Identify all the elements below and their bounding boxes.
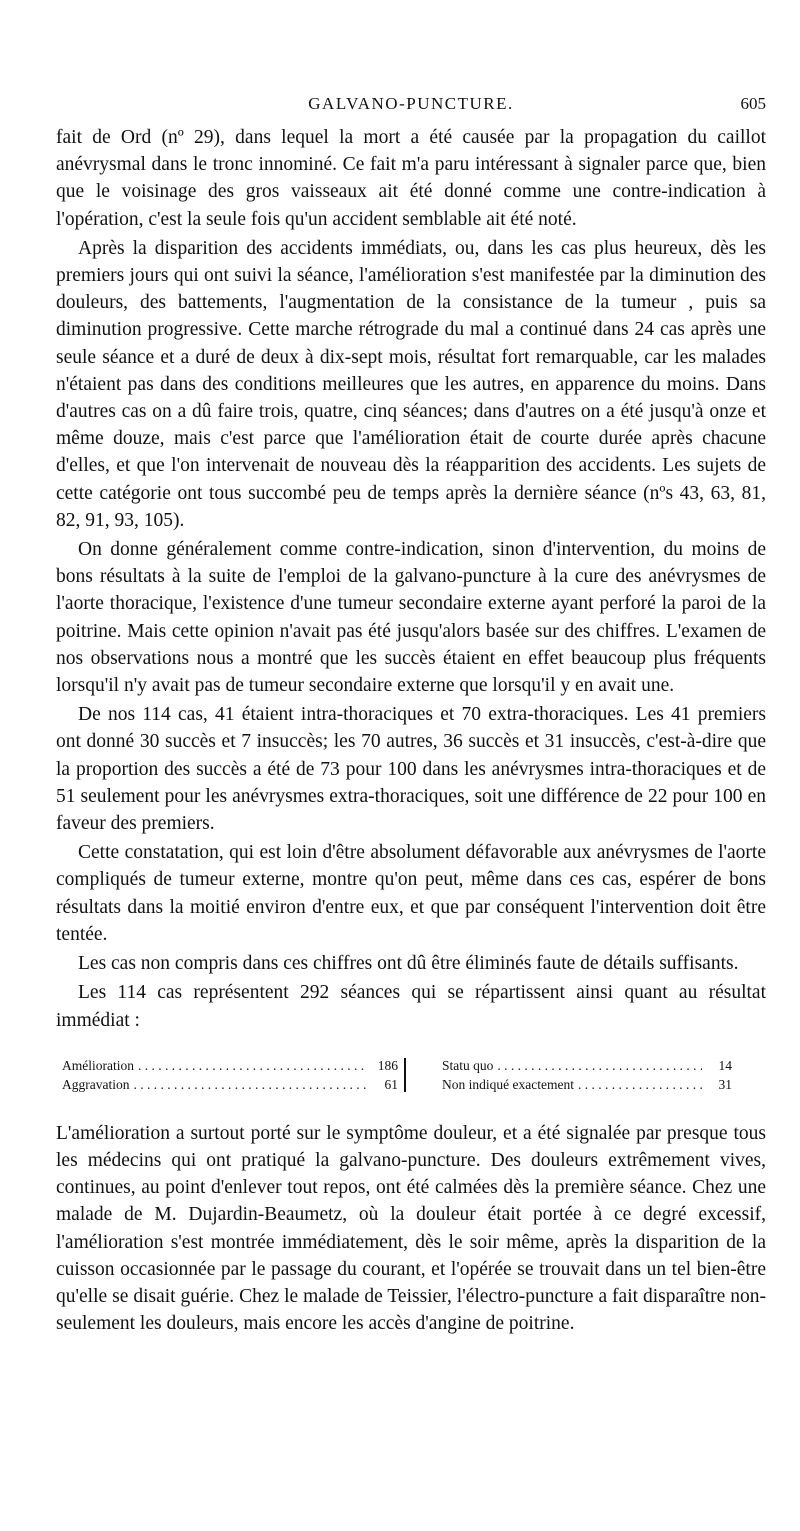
dot-leader [133,1075,368,1094]
column-divider [404,1058,406,1092]
paragraph-improvement: Après la disparition des accidents immédiats, ou, dans les cas plus heureux, dès les premiers jours qui ont suivi la séance, l'amélioration s'est manifestée par la diminution des douleurs, des battements, l'augmentation de la consistance de la tumeur , puis sa diminution progressive. Cette marche rétrograde du mal a continué dans 24 cas après une seule séance et a duré de deux à dix-sept mois, résultat fort remarquable, car les malades n'étaient pas dans des conditions meilleures que les autres, en apparence du moins. Dans d'autres cas on a dû faire trois, quatre, cinq séances; dans d'autres on a été jusqu'à onze et même douze, mais c'est parce que l'amélioration était de courte durée après chacune d'elles, et que l'on intervenait de nouveau dès la réapparition des accidents. Les sujets de cette catégorie ont tous succombé peu de temps après la dernière séance (nºs 43, 63, 81, 82, 91, 93, 105). [56,237,766,531]
result-value: 31 [718,1076,732,1092]
result-label: Statu quo [442,1057,494,1073]
result-label: Non indiqué exactement [442,1076,574,1092]
dot-leader [497,1056,702,1075]
body-text [56,124,766,1337]
result-row-non-indique [442,1075,732,1094]
dot-leader [138,1056,368,1075]
result-row-amelioration [62,1056,398,1075]
paragraph-excluded-cases: Les cas non compris dans ces chiffres ont dû être éliminés faute de détails suffisants. [78,953,739,975]
results-table [62,1056,766,1094]
results-column-left [62,1056,398,1094]
paragraph-statistics: De nos 114 cas, 41 étaient intra-thoraciques et 70 extra-thoraciques. Les 41 premiers ont donné 30 succès et 7 insuccès; les 70 autres, 36 succès et 31 insuccès, c'est-à-dire que la proportion des succès a été de 73 pour 100 dans les anévrysmes intra-thoraciques et de 51 seulement pour les anévrysmes extra-thoraciques, soit une différence de 22 pour 100 en faveur des premiers. [56,704,766,835]
book-page [56,94,766,1339]
paragraph-sessions: Les 114 cas représentent 292 séances qui se répartissent ainsi quant au résultat immédiat : [56,982,766,1031]
result-row-aggravation [62,1075,398,1094]
paragraph-contraindication: On donne généralement comme contre-indication, sinon d'intervention, du moins de bons résultats à la suite de l'emploi de la galvano-puncture à la cure des anévrysmes de l'aorte thoracique, l'existence d'une tumeur secondaire externe ayant perforé la paroi de la poitrine. Mais cette opinion n'avait pas été jusqu'alors basée sur des chiffres. L'examen de nos observations nous a montré que les succès étaient en effet beaucoup plus fréquents lorsqu'il n'y avait pas de tumeur secondaire externe que lorsqu'il y en avait une. [56,539,766,697]
running-head [56,94,766,124]
result-row-statu-quo [442,1056,732,1075]
result-value: 186 [377,1057,398,1073]
paragraph-continuation: fait de Ord (nº 29), dans lequel la mort a été causée par la propagation du caillot anévrysmal dans le tronc innominé. Ce fait m'a paru intéressant à signaler parce que, bien que le voisinage des gros vaisseaux ait été donné comme une contre-indication à l'opération, c'est la seule fois qu'un accident semblable ait été noté. [56,127,766,230]
paragraph-observation: Cette constatation, qui est loin d'être absolument défavorable aux anévrysmes de l'aorte compliqués de tumeur externe, montre qu'on peut, même dans ces cas, espérer de bons résultats dans la moitié environ d'entre eux, et que par conséquent l'intervention doit être tentée. [56,842,766,945]
result-label: Amélioration [62,1057,134,1073]
result-value: 61 [384,1076,398,1092]
results-column-right [426,1056,732,1094]
page-number: 605 [740,94,766,113]
dot-leader [578,1075,702,1094]
result-value: 14 [718,1057,732,1073]
result-label: Aggravation [62,1076,130,1092]
paragraph-pain-relief: L'amélioration a surtout porté sur le symptôme douleur, et a été signalée par presque tous les médecins qui ont pratiqué la galvano-puncture. Des douleurs extrêmement vives, continues, au point d'enlever tout repos, ont été calmées dès la première séance. Chez une malade de M. Dujardin-Beaumetz, où la douleur était portée à ce degré excessif, l'amélioration s'est montrée immédiatement, dès le soir même, après la disparition de la cuisson occasionnée par le passage du courant, et l'opérée se trouvait dans un tel bien-être qu'elle se disait guérie. Chez le malade de Teissier, l'électro-puncture a fait disparaître non-seulement les douleurs, mais encore les accès d'angine de poitrine. [56,1122,766,1335]
running-title: GALVANO-PUNCTURE. [308,94,514,113]
